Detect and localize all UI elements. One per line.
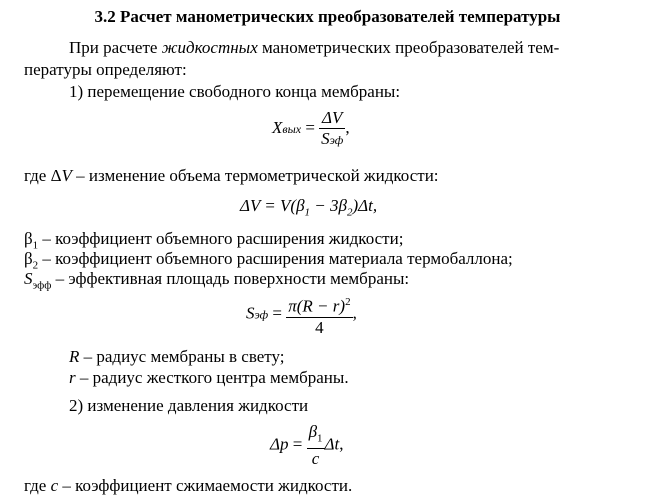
section-heading: 3.2 Расчет манометрических преобразователей температуры <box>94 7 561 26</box>
f3-eq: = <box>272 303 282 323</box>
f2-a: ΔV = V(β <box>240 196 305 215</box>
f3-fraction <box>286 292 352 338</box>
f4-tail: , <box>339 434 344 454</box>
f3-denominator: 4 <box>315 317 324 337</box>
f4-numerator: β <box>308 422 318 441</box>
f3-num-sup: 2 <box>345 296 351 308</box>
f4-eq: = <box>292 434 303 454</box>
f1-eq: = <box>305 117 315 137</box>
f4-lhs: Δp <box>270 434 289 454</box>
def-radius <box>69 347 285 367</box>
intro-line-2: пературы определяют: <box>24 60 187 79</box>
item-1-title: 1) перемещение свободного конца мембраны: <box>69 82 401 101</box>
where-2-prefix: где <box>24 476 51 495</box>
def-beta1-text: – коэффициент объемного расширения жидкости; <box>38 229 404 248</box>
intro-text-a: При расчете <box>69 38 162 57</box>
f2-sub1: 1 <box>304 206 311 219</box>
f3-numerator: π(R − r) <box>288 296 346 316</box>
f4-mid: Δt <box>324 434 340 454</box>
where-1-prefix: где Δ <box>24 166 62 185</box>
def-beta2-sym: β <box>24 249 33 268</box>
f3-lhs-sub: эф <box>254 307 269 322</box>
f2-c: )Δt, <box>352 196 378 215</box>
where-2-var: c <box>50 476 59 495</box>
f4-num-sub: 1 <box>317 432 323 445</box>
def-area-sym: S <box>24 269 33 288</box>
def-area-sub: эфф <box>32 279 52 292</box>
where-1 <box>24 166 439 186</box>
where-1-var: V <box>61 166 72 185</box>
formula-volume-change <box>240 196 377 222</box>
formula-displacement <box>272 108 350 150</box>
def-beta2-text: – коэффициент объемного расширения материала термобаллона; <box>38 249 513 268</box>
where-2-text: – коэффициент сжимаемости жидкости. <box>58 476 353 495</box>
f4-denominator: c <box>311 449 320 469</box>
def-area-text: – эффективная площадь поверхности мембраны: <box>51 269 410 288</box>
intro-text-b: манометрических преобразователей тем- <box>257 38 560 57</box>
def-beta1-sub: 1 <box>32 239 39 252</box>
def-radius-text: – радиус мембраны в свету; <box>79 347 285 366</box>
formula-pressure-change <box>270 422 344 469</box>
f1-tail: , <box>345 117 350 137</box>
intro-paragraph <box>24 38 634 58</box>
f2-sub2: 2 <box>347 206 353 219</box>
where-1-text: – изменение объема термометрической жидкости: <box>71 166 439 185</box>
f1-denominator: S <box>321 129 330 148</box>
f1-lhs: X <box>272 117 283 137</box>
def-beta1-sym: β <box>24 229 33 248</box>
def-center-text: – радиус жесткого центра мембраны. <box>75 368 349 387</box>
f4-fraction <box>307 422 325 469</box>
f3-lhs: S <box>246 303 255 323</box>
formula-effective-area <box>246 292 357 338</box>
f2-b: − 3β <box>310 196 347 215</box>
f1-numerator: ΔV <box>319 108 345 129</box>
f1-fraction <box>319 108 345 150</box>
where-2 <box>24 476 352 496</box>
def-radius-sym: R <box>69 347 80 366</box>
item-2-title: 2) изменение давления жидкости <box>69 396 309 415</box>
def-beta2-sub: 2 <box>32 259 39 272</box>
def-center-sym: r <box>69 368 76 387</box>
intro-emphasis: жидкостных <box>161 38 258 57</box>
f1-lhs-sub: вых <box>282 121 302 136</box>
def-center-radius <box>69 368 349 388</box>
f3-tail: , <box>352 303 357 323</box>
f1-den-sub: эф <box>329 133 344 147</box>
